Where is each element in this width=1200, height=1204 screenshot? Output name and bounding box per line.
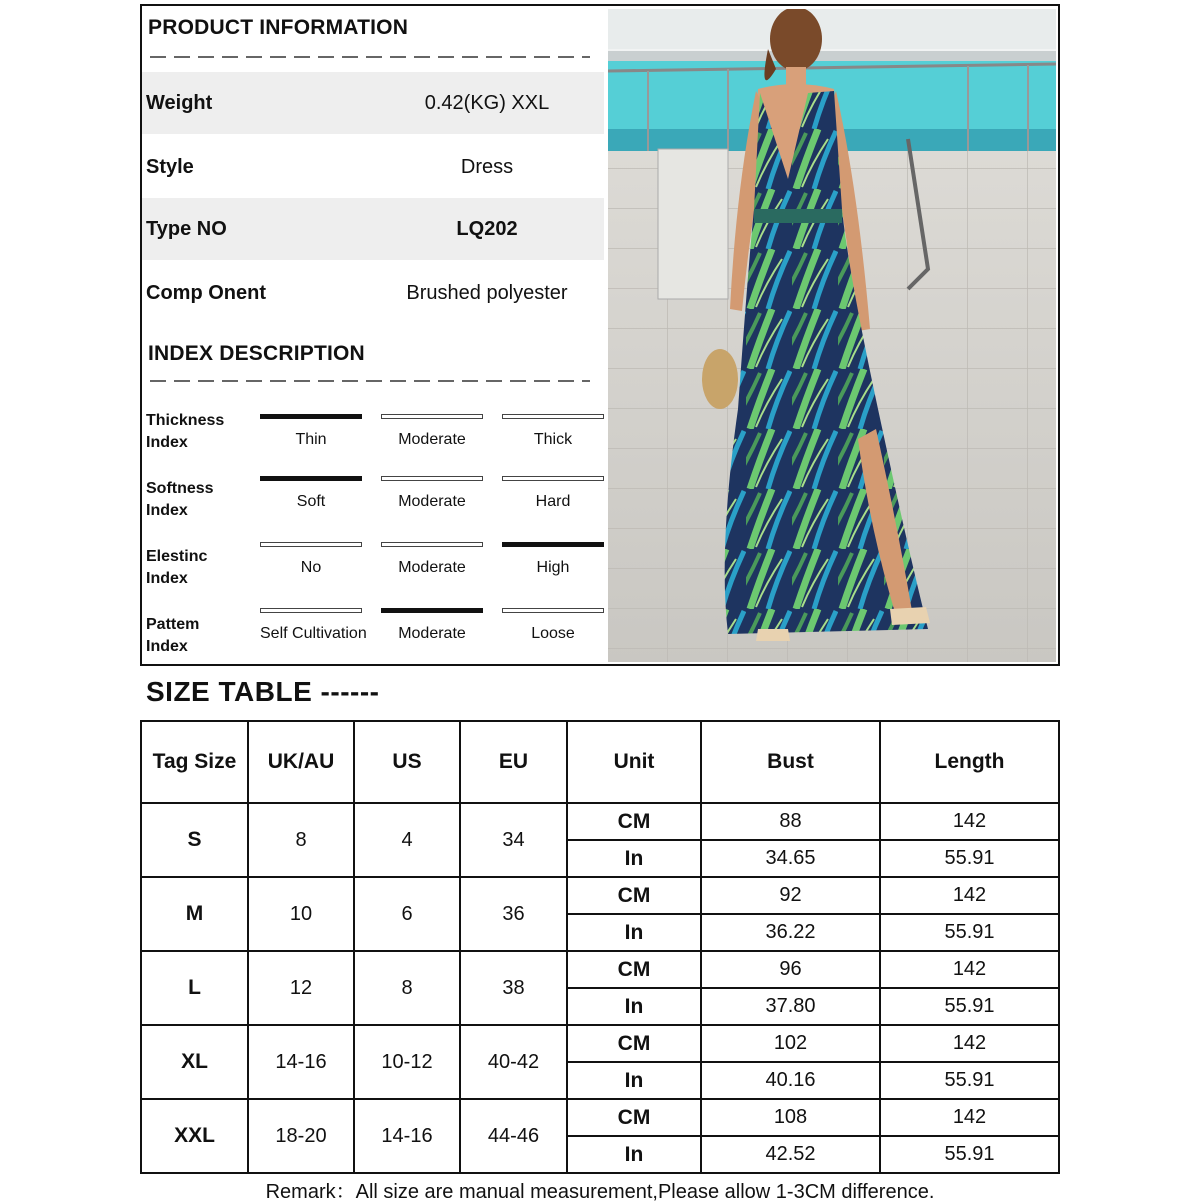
index-option-label: Moderate [398, 625, 466, 642]
uk-cell: 12 [248, 951, 354, 1025]
unit-cell: CM [567, 1099, 701, 1136]
index-option-label: Moderate [398, 559, 466, 576]
index-bar [260, 608, 362, 613]
table-row [141, 951, 1059, 988]
remark-text: Remark：All size are manual measurement,Please allow 1-3CM difference. [265, 1181, 935, 1203]
us-cell: 10-12 [354, 1025, 460, 1099]
unit-cell: In [567, 1136, 701, 1173]
index-option-label: High [536, 559, 570, 576]
unit-cell: CM [567, 877, 701, 914]
length-cell: 55.91 [880, 914, 1059, 951]
divider-dashes [150, 380, 590, 382]
eu-cell: 44-46 [460, 1099, 567, 1173]
size-cell: XL [141, 1025, 248, 1099]
bust-cell: 88 [701, 803, 880, 840]
us-cell: 8 [354, 951, 460, 1025]
length-cell: 55.91 [880, 840, 1059, 877]
bust-cell: 37.80 [701, 988, 880, 1025]
unit-cell: CM [567, 951, 701, 988]
index-option-label: Thin [295, 431, 327, 448]
uk-cell: 14-16 [248, 1025, 354, 1099]
info-label: Type NO [146, 217, 227, 240]
index-option [381, 414, 483, 449]
bust-cell: 36.22 [701, 914, 880, 951]
size-table [140, 720, 1060, 1174]
index-bar-selected [381, 608, 483, 613]
length-cell: 55.91 [880, 1136, 1059, 1173]
table-row [141, 803, 1059, 840]
index-option [381, 542, 483, 577]
header-us: US [354, 721, 460, 803]
index-option-label: Self Cultivation [260, 625, 367, 642]
uk-cell: 8 [248, 803, 354, 877]
header-length: Length [880, 721, 1059, 803]
bust-cell: 102 [701, 1025, 880, 1062]
index-bar [260, 542, 362, 547]
unit-cell: In [567, 914, 701, 951]
index-option-label: No [300, 559, 322, 576]
eu-cell: 34 [460, 803, 567, 877]
bust-cell: 34.65 [701, 840, 880, 877]
index-bar-selected [260, 476, 362, 481]
index-option-label: Hard [535, 493, 571, 510]
eu-cell: 36 [460, 877, 567, 951]
index-label: Thickness Index [146, 412, 225, 451]
info-row-weight [142, 72, 604, 134]
length-cell: 142 [880, 877, 1059, 914]
info-value: 0.42(KG) XXL [424, 91, 550, 114]
index-bar-selected [260, 414, 362, 419]
unit-cell: CM [567, 803, 701, 840]
unit-cell: In [567, 840, 701, 877]
index-bar [502, 608, 604, 613]
table-row [141, 1099, 1059, 1136]
info-row-component [142, 262, 604, 324]
index-option [502, 414, 604, 449]
size-cell: M [141, 877, 248, 951]
info-label: Style [146, 155, 194, 178]
index-option [502, 476, 604, 511]
index-description-title: INDEX DESCRIPTION [148, 342, 365, 365]
index-option [381, 476, 483, 511]
index-option-label: Soft [296, 493, 326, 510]
divider-dashes [150, 56, 590, 58]
index-option [381, 608, 483, 643]
length-cell: 142 [880, 1099, 1059, 1136]
index-option-label: Moderate [398, 493, 466, 510]
info-value: Brushed polyester [406, 281, 568, 304]
header-tag-size: Tag Size [141, 721, 248, 803]
index-option-label: Thick [533, 431, 573, 448]
eu-cell: 40-42 [460, 1025, 567, 1099]
info-row-style [142, 136, 604, 198]
uk-cell: 18-20 [248, 1099, 354, 1173]
index-option [502, 608, 604, 643]
index-option [260, 608, 367, 643]
index-option [260, 414, 362, 449]
bust-cell: 92 [701, 877, 880, 914]
us-cell: 14-16 [354, 1099, 460, 1173]
uk-cell: 10 [248, 877, 354, 951]
index-option [260, 542, 362, 577]
header-bust: Bust [701, 721, 880, 803]
header-eu: EU [460, 721, 567, 803]
size-table-header-row [141, 721, 1059, 803]
us-cell: 6 [354, 877, 460, 951]
product-info-title: PRODUCT INFORMATION [148, 16, 409, 39]
size-cell: S [141, 803, 248, 877]
length-cell: 55.91 [880, 988, 1059, 1025]
size-cell: XXL [141, 1099, 248, 1173]
index-bar [502, 476, 604, 481]
index-label: Pattem Index [146, 616, 200, 655]
size-table-heading: SIZE TABLE ------ [146, 676, 380, 707]
size-cell: L [141, 951, 248, 1025]
info-row-type-no [142, 198, 604, 260]
info-label: Comp Onent [146, 281, 266, 304]
unit-cell: CM [567, 1025, 701, 1062]
index-bar [381, 542, 483, 547]
bust-cell: 42.52 [701, 1136, 880, 1173]
index-option-label: Loose [531, 625, 575, 642]
unit-cell: In [567, 1062, 701, 1099]
index-option [502, 542, 604, 577]
eu-cell: 38 [460, 951, 567, 1025]
index-option [260, 476, 362, 511]
bust-cell: 108 [701, 1099, 880, 1136]
header-uk-au: UK/AU [248, 721, 354, 803]
index-option-label: Moderate [398, 431, 466, 448]
length-cell: 142 [880, 1025, 1059, 1062]
product-photo [608, 9, 1056, 662]
index-bar [381, 414, 483, 419]
length-cell: 142 [880, 803, 1059, 840]
bust-cell: 96 [701, 951, 880, 988]
length-cell: 55.91 [880, 1062, 1059, 1099]
length-cell: 142 [880, 951, 1059, 988]
index-label: Softness Index [146, 480, 214, 519]
table-row [141, 1025, 1059, 1062]
header-unit: Unit [567, 721, 701, 803]
index-bar-selected [502, 542, 604, 547]
bust-cell: 40.16 [701, 1062, 880, 1099]
table-row [141, 877, 1059, 914]
index-bar [502, 414, 604, 419]
index-label: Elestinc Index [146, 548, 208, 587]
info-value: Dress [460, 155, 514, 178]
unit-cell: In [567, 988, 701, 1025]
info-value: LQ202 [456, 217, 518, 240]
index-bar [381, 476, 483, 481]
us-cell: 4 [354, 803, 460, 877]
info-label: Weight [146, 91, 213, 114]
